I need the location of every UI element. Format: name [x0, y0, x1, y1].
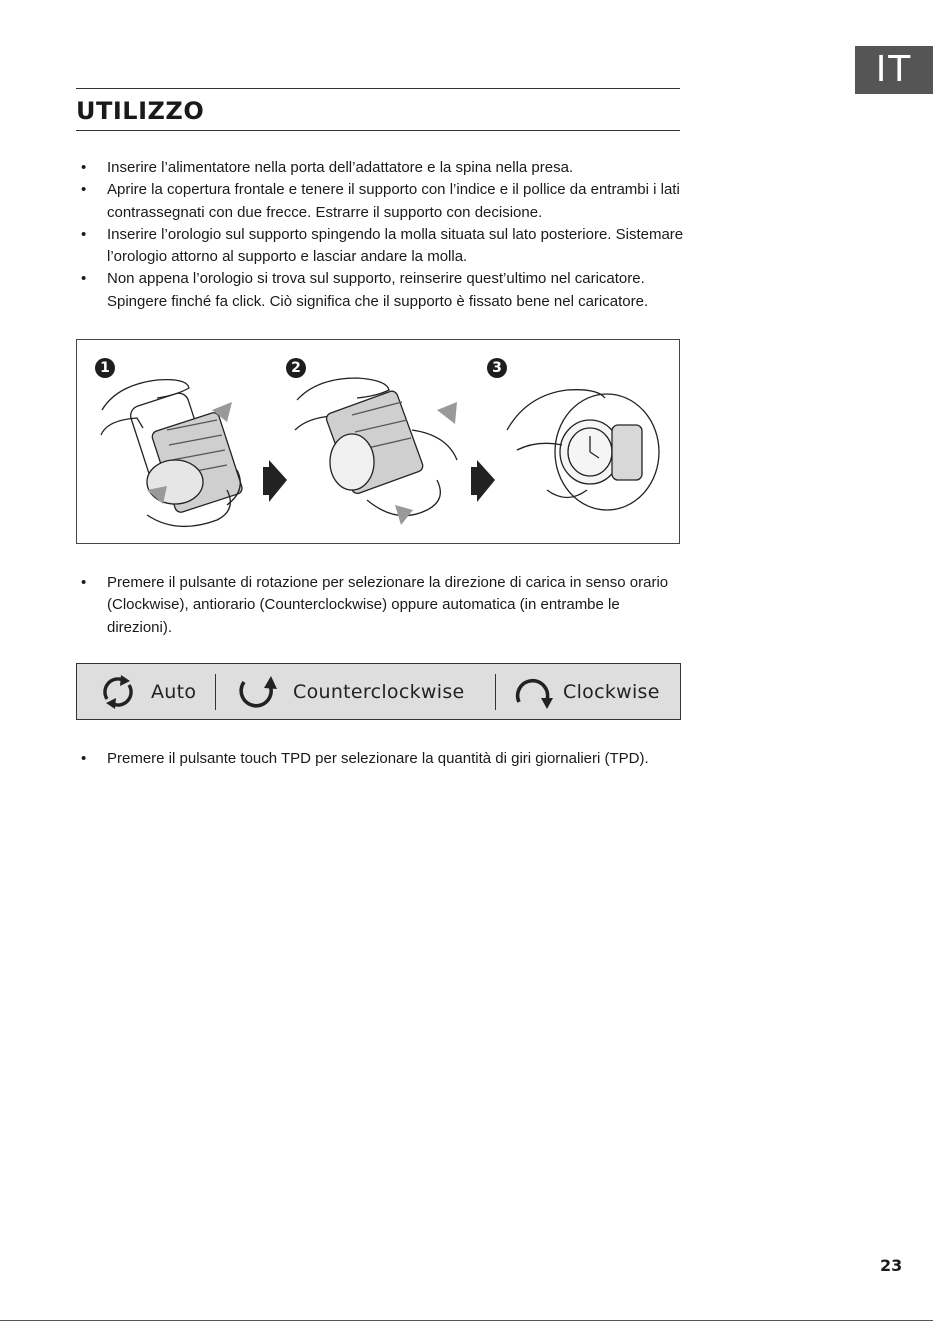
step-2-drawing	[295, 378, 457, 516]
title-top-rule	[76, 88, 680, 89]
instruction-figure	[76, 339, 680, 544]
bullet-glyph: •	[81, 270, 87, 288]
title-bottom-rule	[76, 130, 680, 131]
step-3-drawing	[507, 390, 659, 510]
mode-label-auto: Auto	[151, 680, 197, 703]
list-item	[76, 572, 686, 639]
bullet-glyph: •	[81, 181, 87, 199]
bullet-glyph: •	[81, 574, 87, 591]
tpd-bullet-list	[76, 748, 686, 770]
bottom-rule	[0, 1320, 933, 1321]
arrow-out-top-2	[437, 402, 457, 424]
language-tab: IT	[855, 46, 933, 94]
list-item-text: Premere il pulsante touch TPD per selezionare la quantità di giri giornalieri (TPD).	[107, 750, 649, 767]
mode-label-counterclockwise: Counterclockwise	[293, 680, 465, 703]
step-number-1: 1	[95, 358, 115, 378]
list-item-text: Non appena l’orologio si trova sul supporto, reinserire quest’ultimo nel caricatore. Spingere finché fa click. Ciò significa che il supporto è fissato bene nel caricatore.	[107, 270, 649, 310]
bullet-glyph: •	[81, 750, 87, 767]
mode-auto	[99, 664, 196, 719]
auto-rotation-icon	[99, 673, 137, 711]
section-title: UTILIZZO	[76, 97, 205, 125]
list-item-text: Aprire la copertura frontale e tenere il supporto con l’indice e il pollice da entrambi i lati contrassegnati con due frecce. Estrarre il supporto con decisione.	[107, 181, 680, 221]
list-item	[76, 157, 686, 179]
mode-divider	[215, 674, 216, 710]
rotation-bullet-list	[76, 572, 686, 639]
mode-counterclockwise	[237, 664, 465, 719]
step-arrow-1	[269, 460, 287, 502]
list-item-text: Premere il pulsante di rotazione per selezionare la direzione di carica in senso orario (Clockwise), antiorario (Counterclockwise) oppure automatica (in entrambe le direzioni).	[107, 574, 669, 636]
list-item-text: Inserire l’alimentatore nella porta dell’adattatore e la spina nella presa.	[107, 159, 574, 176]
step-number-2: 2	[286, 358, 306, 378]
list-item	[76, 748, 686, 770]
bullet-glyph: •	[81, 225, 87, 243]
clockwise-icon	[513, 672, 555, 712]
step-1-drawing	[101, 380, 244, 527]
page-number: 23	[880, 1256, 903, 1275]
mode-divider	[495, 674, 496, 710]
counterclockwise-icon	[237, 673, 279, 711]
step-arrow-2	[477, 460, 495, 502]
bullet-glyph: •	[81, 159, 87, 176]
list-item	[76, 179, 686, 224]
list-item-text: Inserire l’orologio sul supporto spingendo la molla situata sul lato posteriore. Sistemare l’orologio attorno al supporto e lasciar andare la molla.	[107, 225, 684, 266]
mode-clockwise	[513, 664, 660, 719]
instruction-illustration	[77, 340, 679, 543]
step-number-3: 3	[487, 358, 507, 378]
rotation-mode-bar	[76, 663, 681, 720]
list-item	[76, 268, 686, 313]
intro-bullet-list	[76, 157, 686, 313]
list-item	[76, 224, 686, 269]
mode-label-clockwise: Clockwise	[563, 680, 660, 703]
